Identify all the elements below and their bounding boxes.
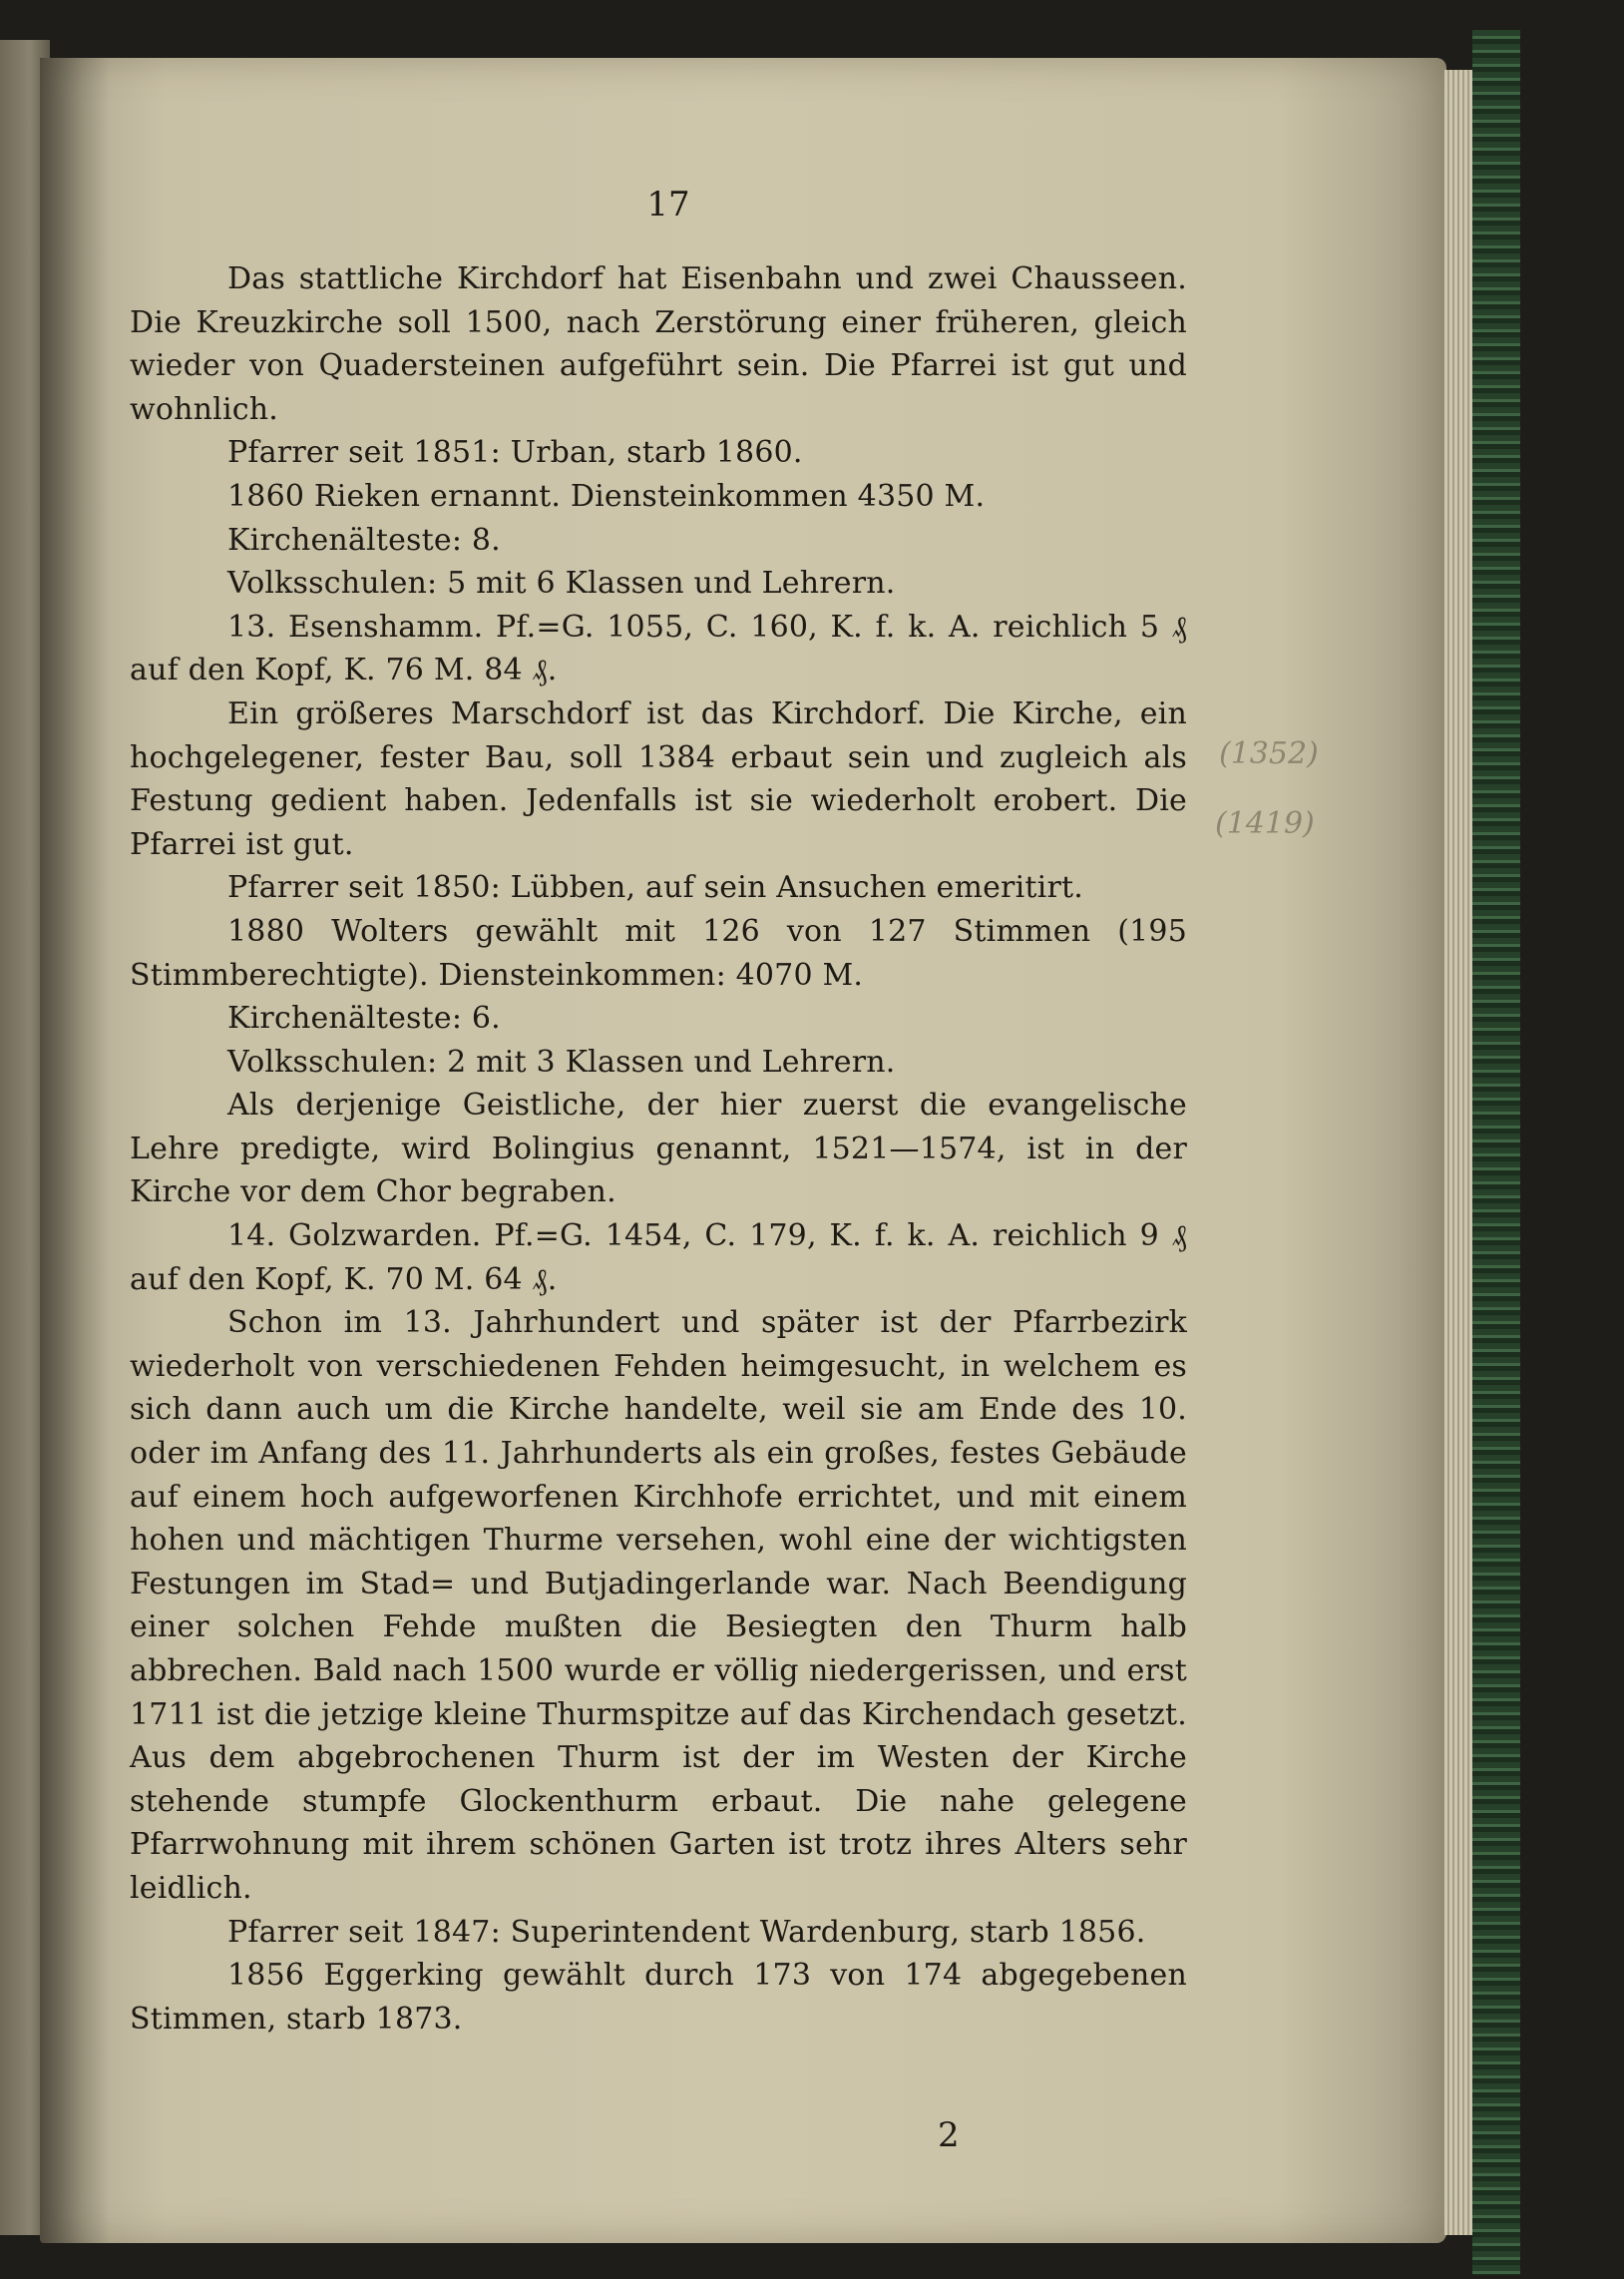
paragraph: Als derjenige Geistliche, der hier zuerst die evangelische Lehre predigte, wird Bolingius genannt, 1521—1574, ist in der Kirche vor dem Chor begraben.: [130, 1088, 1187, 1210]
margin-annotation: (1352): [1219, 736, 1319, 771]
body-text: [130, 257, 1187, 2041]
paragraph: Ein größeres Marschdorf ist das Kirchdorf. Die Kirche, ein hochgelegener, fester Bau, soll 1384 erbaut sein und zugleich als Festung gedient haben. Jedenfalls ist sie wiederholt erobert. Die Pfarrei ist gut.: [130, 695, 1187, 862]
paragraph: 1880 Wolters gewählt mit 126 von 127 Stimmen (195 Stimmberechtigte). Diensteinkommen: 4070 M.: [130, 913, 1187, 993]
page-number: 17: [646, 185, 690, 225]
paragraph: Kirchenälteste: 8.: [227, 522, 501, 558]
paragraph: 1860 Rieken ernannt. Diensteinkommen 4350 M.: [227, 478, 986, 514]
paragraph: Kirchenälteste: 6.: [227, 1001, 501, 1037]
paragraph: Pfarrer seit 1847: Superintendent Wardenburg, starb 1856.: [227, 1914, 1146, 1950]
margin-annotation: (1419): [1215, 806, 1315, 841]
paragraph: Pfarrer seit 1850: Lübben, auf sein Ansuchen emeritirt.: [227, 870, 1083, 906]
paragraph: Volksschulen: 2 mit 3 Klassen und Lehrern.: [227, 1044, 896, 1080]
paragraph: Das stattliche Kirchdorf hat Eisenbahn und zwei Chausseen. Die Kreuzkirche soll 1500, nach Zerstörung einer früheren, gleich wieder von Quadersteinen aufgeführt sein. Die Pfarrei ist gut und wohnlich.: [130, 261, 1187, 427]
paragraph: 1856 Eggerking gewählt durch 173 von 174 abgegebenen Stimmen, starb 1873.: [130, 1958, 1187, 2037]
paragraph: Volksschulen: 5 mit 6 Klassen und Lehrern.: [227, 566, 896, 602]
page-block-edge: [1444, 70, 1472, 2235]
page-gutter-shadow: [40, 58, 110, 2243]
paragraph: Pfarrer seit 1851: Urban, starb 1860.: [227, 435, 803, 471]
paragraph: 14. Golzwarden. Pf.=G. 1454, C. 179, K. f. k. A. reichlich 9 ₰ auf den Kopf, K. 70 M. 64 ₰.: [130, 1218, 1187, 1297]
signature-mark: 2: [938, 2115, 960, 2155]
paragraph: 13. Esenshamm. Pf.=G. 1055, C. 160, K. f. k. A. reichlich 5 ₰ auf den Kopf, K. 76 M. 84 ₰.: [130, 609, 1187, 688]
book-spine: [1472, 30, 1520, 2275]
paragraph: Schon im 13. Jahrhundert und später ist der Pfarrbezirk wiederholt von verschiedenen Fehden heimgesucht, in welchem es sich dann auch um die Kirche handelte, weil sie am Ende des 10. oder im Anfang des 11. Jahrhunderts als ein großes, festes Gebäude auf einem hoch aufgeworfenen Kirchhofe errichtet, und mit einem hohen und mächtigen Thurme versehen, wohl eine der wichtigsten Festungen im Stad= und Butjadingerlande war. Nach Beendigung einer solchen Fehde mußten die Besiegten den Thurm halb abbrechen. Bald nach 1500 wurde er völlig niedergerissen, und erst 1711 ist die jetzige kleine Thurmspitze auf das Kirchendach gesetzt. Aus dem abgebrochenen Thurm ist der im Westen der Kirche stehende stumpfe Glockenthurm erbaut. Die nahe gelegene Pfarrwohnung mit ihrem schönen Garten ist trotz ihres Alters sehr leidlich.: [130, 1305, 1187, 1906]
